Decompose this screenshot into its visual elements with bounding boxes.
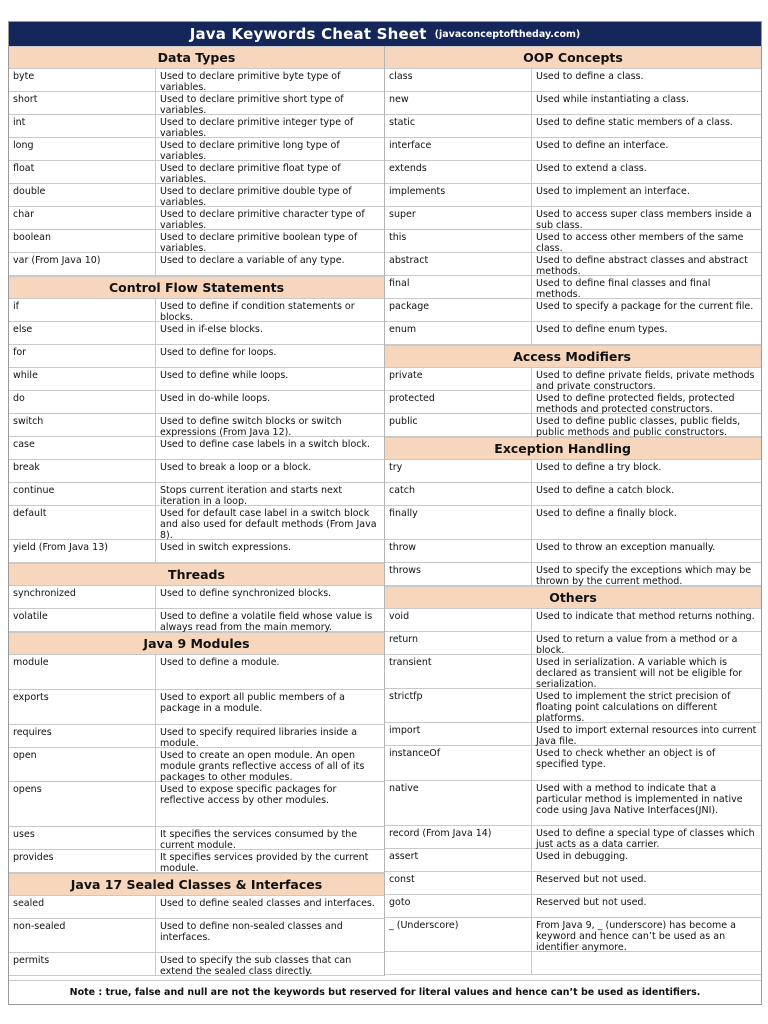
description-cell: Used to define non-sealed classes and interfaces. — [160, 921, 343, 943]
keyword-cell: class — [385, 69, 532, 91]
description-cell: Used to define enum types. — [536, 324, 668, 335]
keyword-row — [385, 609, 761, 632]
keyword-cell: short — [9, 92, 156, 114]
description-cell: Used to define protected fields, protected methods and protected constructors. — [536, 393, 735, 415]
description-cell: Reserved but not used. — [536, 874, 647, 885]
description-cell: Used for default case label in a switch block and also used for default methods (From Java 8). — [160, 508, 377, 541]
keyword-cell: protected — [385, 391, 532, 413]
site-name: (javaconceptoftheday.com) — [434, 28, 581, 40]
description-cell: Used to define case labels in a switch block. — [160, 439, 370, 450]
keyword-row — [9, 782, 384, 827]
section-header-data-types: Data Types — [9, 46, 384, 69]
keyword-cell: public — [385, 414, 532, 436]
keyword-row — [385, 207, 761, 230]
keyword-cell: if — [9, 299, 156, 321]
description-cell: Used to define switch blocks or switch expressions (From Java 12). — [160, 416, 342, 438]
description-cell: Used to implement an interface. — [536, 186, 690, 197]
description-cell: Used to specify the sub classes that can extend the sealed class directly. — [160, 955, 352, 977]
keyword-cell: implements — [385, 184, 532, 206]
keyword-row — [9, 414, 384, 437]
keyword-cell: record (From Java 14) — [385, 826, 532, 848]
keyword-row — [9, 919, 384, 953]
keyword-row — [9, 953, 384, 976]
keyword-cell: long — [9, 138, 156, 160]
keyword-row — [9, 586, 384, 609]
keyword-row — [9, 391, 384, 414]
keyword-row — [385, 69, 761, 92]
description-cell: Used to define while loops. — [160, 370, 289, 381]
keyword-cell: instanceOf — [385, 746, 532, 780]
keyword-cell: default — [9, 506, 156, 539]
keyword-row — [9, 299, 384, 322]
description-cell: Used to define sealed classes and interfaces. — [160, 898, 375, 909]
keyword-row — [385, 184, 761, 207]
description-cell: Used to declare primitive integer type of variables. — [160, 117, 354, 139]
description-cell: Used to define an interface. — [536, 140, 669, 151]
keyword-cell: strictfp — [385, 689, 532, 722]
keyword-cell: abstract — [385, 253, 532, 275]
section-header-oop-concepts: OOP Concepts — [385, 46, 761, 69]
keyword-cell: throws — [385, 563, 532, 585]
keyword-row — [9, 896, 384, 919]
keyword-row — [9, 322, 384, 345]
section-header-access-modifiers: Access Modifiers — [385, 345, 761, 368]
keyword-row — [9, 207, 384, 230]
keyword-row — [9, 368, 384, 391]
keyword-row — [9, 540, 384, 563]
keyword-cell: for — [9, 345, 156, 367]
description-cell: Used to define a catch block. — [536, 485, 675, 496]
keyword-cell: boolean — [9, 230, 156, 252]
keyword-cell: finally — [385, 506, 532, 539]
description-cell: Used to declare primitive byte type of variables. — [160, 71, 341, 93]
keyword-row — [9, 690, 384, 725]
keyword-row — [9, 483, 384, 506]
keyword-cell: double — [9, 184, 156, 206]
keyword-cell: extends — [385, 161, 532, 183]
keyword-cell: float — [9, 161, 156, 183]
description-cell: Used to expose specific packages for reflective access by other modules. — [160, 784, 337, 806]
description-cell: Used to define a volatile field whose value is always read from the main memory. — [160, 611, 373, 633]
keyword-row — [9, 437, 384, 460]
description-cell: Used to declare primitive short type of variables. — [160, 94, 344, 116]
description-cell: Used while instantiating a class. — [536, 94, 689, 105]
section-header-others: Others — [385, 586, 761, 609]
keyword-cell: yield (From Java 13) — [9, 540, 156, 562]
keyword-cell: int — [9, 115, 156, 137]
description-cell: Used to break a loop or a block. — [160, 462, 312, 473]
columns — [9, 46, 761, 976]
description-cell: Used in if-else blocks. — [160, 324, 263, 335]
keyword-row — [385, 872, 761, 895]
description-cell: Used in debugging. — [536, 851, 629, 862]
description-cell: It specifies the services consumed by the current module. — [160, 829, 358, 851]
description-cell: Used to define synchronized blocks. — [160, 588, 332, 599]
keyword-row — [385, 391, 761, 414]
keyword-row — [385, 655, 761, 689]
description-cell: Stops current iteration and starts next iteration in a loop. — [160, 485, 343, 507]
keyword-cell: else — [9, 322, 156, 344]
description-cell: Used to declare primitive double type of variables. — [160, 186, 352, 208]
keyword-cell: this — [385, 230, 532, 252]
keyword-cell: return — [385, 632, 532, 654]
description-cell: Used to check whether an object is of specified type. — [536, 748, 716, 770]
keyword-row — [385, 161, 761, 184]
keyword-cell: case — [9, 437, 156, 459]
description-cell: Used to access other members of the same class. — [536, 232, 744, 254]
keyword-cell: open — [9, 748, 156, 781]
keyword-cell: super — [385, 207, 532, 229]
keyword-row — [385, 414, 761, 437]
section-header-exception-handling: Exception Handling — [385, 437, 761, 460]
keyword-row — [385, 723, 761, 746]
keyword-cell: synchronized — [9, 586, 156, 608]
keyword-row — [385, 918, 761, 952]
keyword-row — [9, 850, 384, 873]
section-header-java-9-modules: Java 9 Modules — [9, 632, 384, 655]
keyword-cell: goto — [385, 895, 532, 917]
description-cell: Used in do-while loops. — [160, 393, 271, 404]
description-cell: Used with a method to indicate that a particular method is implemented in native code using Java Native Interfaces(JNI). — [536, 783, 743, 816]
keyword-cell: non-sealed — [9, 919, 156, 952]
keyword-cell: permits — [9, 953, 156, 975]
keyword-cell: byte — [9, 69, 156, 91]
keyword-row — [385, 92, 761, 115]
keyword-row — [385, 826, 761, 849]
keyword-row — [9, 748, 384, 782]
keyword-cell: new — [385, 92, 532, 114]
keyword-row — [9, 115, 384, 138]
keyword-cell: opens — [9, 782, 156, 826]
title-bar — [9, 22, 761, 46]
description-cell: From Java 9, _ (underscore) has become a keyword and hence can’t be used as an identifier anymore. — [536, 920, 736, 953]
keyword-row — [9, 460, 384, 483]
description-cell: Used to declare primitive character type of variables. — [160, 209, 365, 231]
keyword-cell: while — [9, 368, 156, 390]
description-cell: Used to throw an exception manually. — [536, 542, 716, 553]
description-cell: Used to indicate that method returns nothing. — [536, 611, 755, 622]
keyword-row — [385, 115, 761, 138]
keyword-cell: try — [385, 460, 532, 482]
keyword-cell: volatile — [9, 609, 156, 631]
keyword-row — [385, 849, 761, 872]
description-cell: Used to declare a variable of any type. — [160, 255, 345, 266]
keyword-cell: throw — [385, 540, 532, 562]
description-cell: Used to define a special type of classes which just acts as a data carrier. — [536, 828, 755, 850]
description-cell: Used to declare primitive long type of variables. — [160, 140, 340, 162]
description-cell: Used to export all public members of a package in a module. — [160, 692, 345, 714]
left-column — [9, 46, 385, 976]
description-cell: Used to define static members of a class. — [536, 117, 733, 128]
keyword-row — [385, 540, 761, 563]
keyword-cell: assert — [385, 849, 532, 871]
keyword-row — [9, 253, 384, 276]
keyword-cell: sealed — [9, 896, 156, 918]
keyword-row — [9, 655, 384, 690]
keyword-row — [9, 725, 384, 748]
keyword-row — [9, 230, 384, 253]
keyword-cell: provides — [9, 850, 156, 872]
keyword-row — [9, 345, 384, 368]
keyword-cell: _ (Underscore) — [385, 918, 532, 951]
right-column — [385, 46, 761, 975]
keyword-row — [385, 299, 761, 322]
description-cell: Used to define private fields, private methods and private constructors. — [536, 370, 755, 392]
keyword-row — [385, 746, 761, 781]
keyword-row — [385, 368, 761, 391]
keyword-row — [385, 138, 761, 161]
keyword-cell: package — [385, 299, 532, 321]
description-cell: Used to declare primitive float type of variables. — [160, 163, 341, 185]
keyword-row — [385, 460, 761, 483]
keyword-cell: void — [385, 609, 532, 631]
description-cell: Used to declare primitive boolean type of variables. — [160, 232, 358, 254]
keyword-cell: continue — [9, 483, 156, 505]
keyword-row — [385, 253, 761, 276]
cheat-sheet — [8, 21, 762, 1005]
keyword-row — [385, 276, 761, 299]
keyword-row — [385, 506, 761, 540]
keyword-cell: const — [385, 872, 532, 894]
description-cell: Used to specify a package for the current file. — [536, 301, 754, 312]
description-cell: Used in switch expressions. — [160, 542, 292, 553]
keyword-row — [9, 184, 384, 207]
keyword-row — [385, 483, 761, 506]
keyword-cell: uses — [9, 827, 156, 849]
keyword-cell: interface — [385, 138, 532, 160]
description-cell — [532, 952, 761, 974]
description-cell: Used to define abstract classes and abstract methods. — [536, 255, 748, 277]
keyword-cell: enum — [385, 322, 532, 344]
keyword-cell: native — [385, 781, 532, 825]
description-cell: Used to return a value from a method or a block. — [536, 634, 738, 656]
keyword-cell: import — [385, 723, 532, 745]
description-cell: Used to define public classes, public fields, public methods and public constructors. — [536, 416, 741, 438]
keyword-row — [9, 827, 384, 850]
description-cell: Used to define a class. — [536, 71, 644, 82]
description-cell: Used to specify required libraries inside a module. — [160, 727, 358, 749]
description-cell: Used to define a module. — [160, 657, 280, 668]
keyword-cell: private — [385, 368, 532, 390]
description-cell: Used to access super class members inside a sub class. — [536, 209, 752, 231]
keyword-row — [385, 322, 761, 345]
keyword-row — [9, 92, 384, 115]
keyword-cell: do — [9, 391, 156, 413]
keyword-row — [385, 689, 761, 723]
keyword-row — [385, 632, 761, 655]
description-cell: Used to define a finally block. — [536, 508, 677, 519]
description-cell: Used to define final classes and final methods. — [536, 278, 711, 300]
keyword-row — [9, 609, 384, 632]
keyword-cell: static — [385, 115, 532, 137]
keyword-row — [385, 952, 761, 975]
description-cell: Used to implement the strict precision of floating point calculations on different platforms. — [536, 691, 731, 724]
description-cell: Used to create an open module. An open module grants reflective access of all of its packages to other modules. — [160, 750, 365, 783]
section-header-java-17-sealed-classes-interfaces: Java 17 Sealed Classes & Interfaces — [9, 873, 384, 896]
keyword-cell — [385, 952, 532, 974]
keyword-cell: final — [385, 276, 532, 298]
keyword-row — [385, 230, 761, 253]
description-cell: Used to specify the exceptions which may be thrown by the current method. — [536, 565, 752, 587]
keyword-row — [9, 161, 384, 184]
keyword-cell: char — [9, 207, 156, 229]
description-cell: Used in serialization. A variable which is declared as transient will not be eligible for serialization. — [536, 657, 743, 690]
description-cell: Used to define a try block. — [536, 462, 662, 473]
description-cell: Used to extend a class. — [536, 163, 647, 174]
keyword-cell: module — [9, 655, 156, 689]
keyword-cell: switch — [9, 414, 156, 436]
section-header-threads: Threads — [9, 563, 384, 586]
footer-note: Note : true, false and null are not the keywords but reserved for literal values and hence can’t be used as identifiers. — [9, 980, 761, 1004]
keyword-row — [9, 138, 384, 161]
keyword-cell: catch — [385, 483, 532, 505]
description-cell: Reserved but not used. — [536, 897, 647, 908]
keyword-row — [385, 563, 761, 586]
keyword-row — [9, 506, 384, 540]
keyword-row — [385, 895, 761, 918]
description-cell: Used to define if condition statements or blocks. — [160, 301, 355, 323]
description-cell: Used to import external resources into current Java file. — [536, 725, 757, 747]
section-header-control-flow-statements: Control Flow Statements — [9, 276, 384, 299]
keyword-cell: transient — [385, 655, 532, 688]
description-cell: Used to define for loops. — [160, 347, 277, 358]
description-cell: It specifies services provided by the current module. — [160, 852, 369, 874]
keyword-cell: requires — [9, 725, 156, 747]
keyword-row — [385, 781, 761, 826]
keyword-cell: break — [9, 460, 156, 482]
page-title: Java Keywords Cheat Sheet — [189, 25, 427, 43]
keyword-cell: var (From Java 10) — [9, 253, 156, 275]
keyword-cell: exports — [9, 690, 156, 724]
keyword-row — [9, 69, 384, 92]
